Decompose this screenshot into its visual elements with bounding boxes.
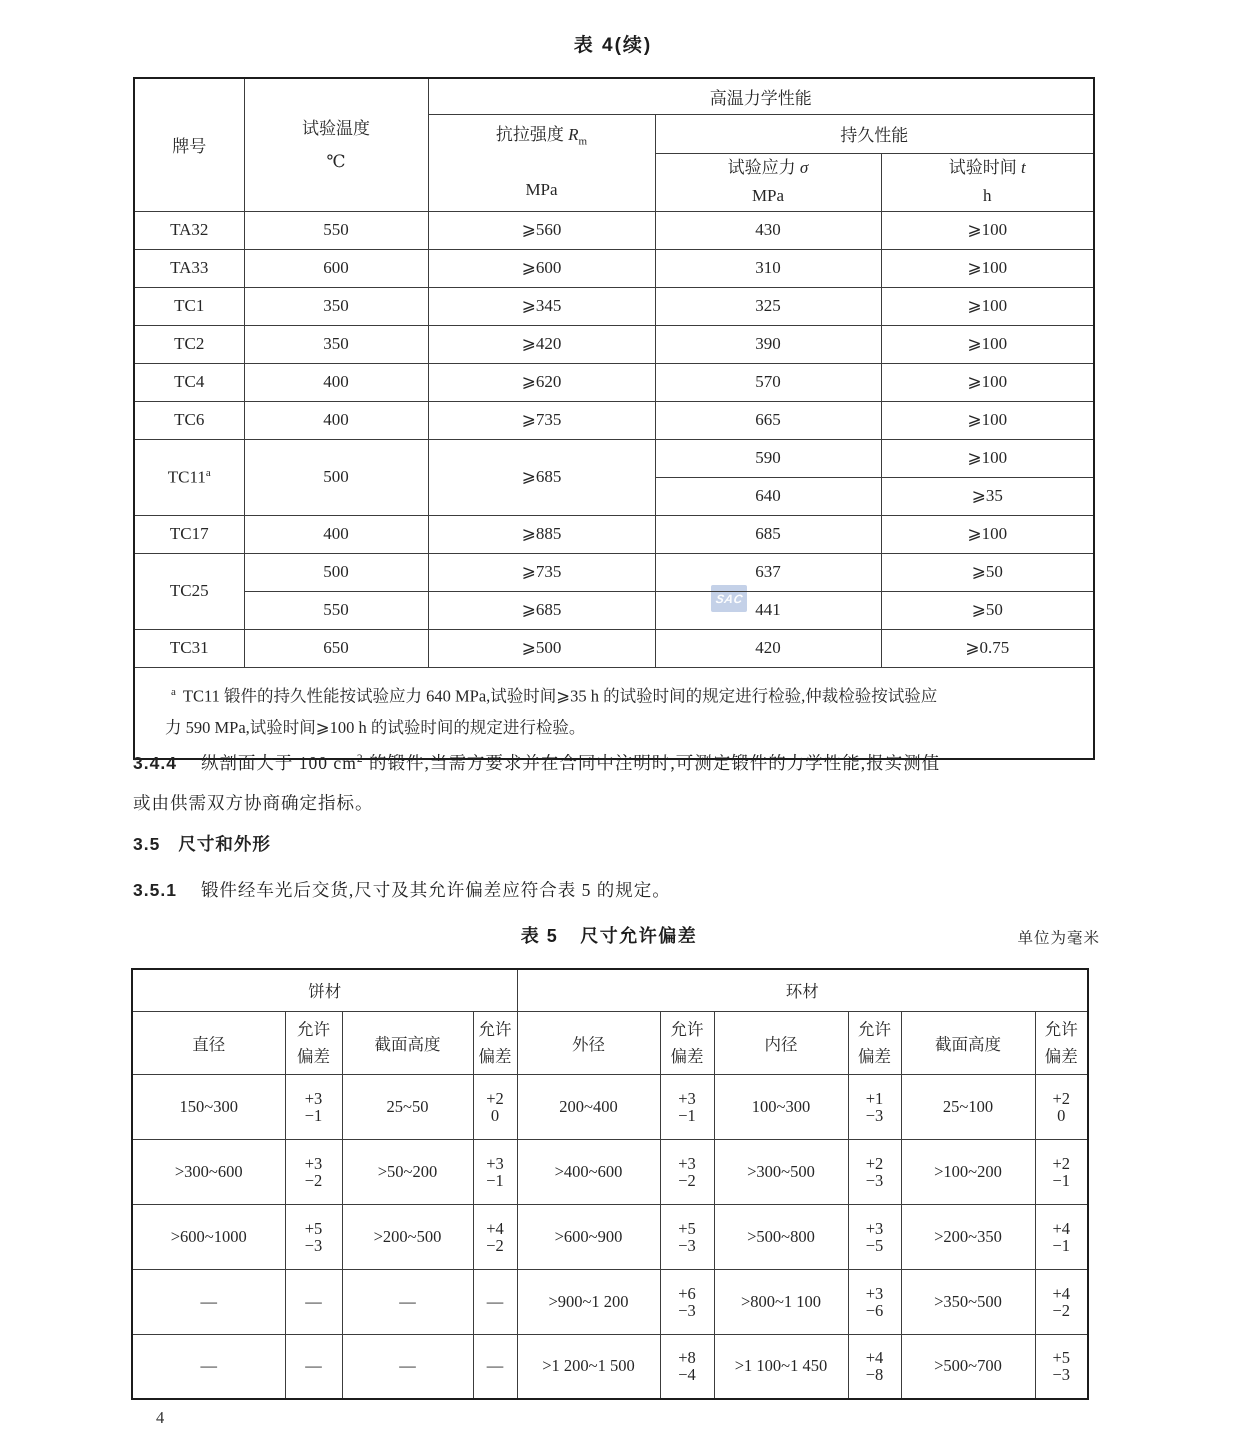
temp-cell: 500 — [244, 439, 428, 515]
time-cell: ⩾100 — [881, 325, 1094, 363]
tolerance-cell: +3 −1 — [473, 1139, 517, 1204]
t5-header-section-height: 截面高度 — [342, 1011, 473, 1074]
time-cell: ⩾50 — [881, 553, 1094, 591]
grade-cell: TC31 — [134, 629, 244, 667]
t5-header-tolerance: 允许 偏差 — [660, 1011, 714, 1074]
t5-row-4 — [132, 1269, 1088, 1334]
range-cell: >200~500 — [342, 1204, 473, 1269]
t4-row-tc4 — [134, 363, 1094, 401]
range-cell: 150~300 — [132, 1074, 285, 1139]
range-cell: — — [132, 1334, 285, 1399]
t4-header-tensile-unit: MPa — [525, 179, 558, 199]
tolerance-cell: — — [473, 1269, 517, 1334]
tolerance-cell: +4 −8 — [848, 1334, 901, 1399]
t4-header-time — [881, 153, 1094, 211]
t4-header-stress — [655, 153, 881, 211]
t5-header-tolerance: 允许 偏差 — [1035, 1011, 1088, 1074]
superscript-2: 2 — [356, 753, 364, 766]
t4-header-time-label: 试验时间 t — [948, 158, 1026, 177]
t4-header-grade: 牌号 — [134, 78, 244, 211]
time-cell: ⩾100 — [881, 515, 1094, 553]
stress-cell: 325 — [655, 287, 881, 325]
temp-cell: 350 — [244, 325, 428, 363]
tensile-cell: ⩾735 — [428, 553, 655, 591]
tensile-cell: ⩾685 — [428, 439, 655, 515]
t4-header-temperature-label: 试验温度 — [302, 118, 370, 138]
tensile-cell: ⩾620 — [428, 363, 655, 401]
stress-cell: 665 — [655, 401, 881, 439]
table5-caption-text: 尺寸允许偏差 — [580, 926, 698, 946]
stress-cell: 430 — [655, 211, 881, 249]
grade-cell: TA32 — [134, 211, 244, 249]
tensile-cell: ⩾345 — [428, 287, 655, 325]
range-cell: >1 100~1 450 — [714, 1334, 848, 1399]
t4-header-row-1 — [134, 78, 1094, 114]
heading-title: 尺寸和外形 — [178, 834, 271, 854]
time-cell: ⩾100 — [881, 439, 1094, 477]
time-cell: ⩾50 — [881, 591, 1094, 629]
t4-header-stress-label: 试验应力 σ — [727, 158, 809, 177]
range-cell: >50~200 — [342, 1139, 473, 1204]
t4-header-tensile-label: 抗拉强度 $R_m$ — [495, 125, 588, 148]
t5-header-section-height: 截面高度 — [901, 1011, 1035, 1074]
range-cell: >800~1 100 — [714, 1269, 848, 1334]
t4-row-tc1 — [134, 287, 1094, 325]
t4-header-endurance: 持久性能 — [655, 114, 1094, 153]
table5-caption-number: 表 5 — [520, 926, 559, 946]
tolerance-cell: +4 −2 — [1035, 1269, 1088, 1334]
range-cell: 200~400 — [517, 1074, 660, 1139]
t4-footnote-line2: 力 590 MPa,试验时间⩾100 h 的试验时间的规定进行检验。 — [165, 718, 586, 737]
tolerance-cell: +8 −4 — [660, 1334, 714, 1399]
time-cell: ⩾100 — [881, 363, 1094, 401]
range-cell: — — [342, 1269, 473, 1334]
footnote-marker: a — [171, 685, 176, 698]
stress-cell: 441 — [655, 591, 881, 629]
time-cell: ⩾100 — [881, 287, 1094, 325]
t4-footnote — [134, 667, 1094, 759]
unit-note: 单位为毫米 — [1017, 930, 1100, 947]
tolerance-cell: +6 −3 — [660, 1269, 714, 1334]
tolerance-cell: +5 −3 — [285, 1204, 342, 1269]
t5-header-diameter: 直径 — [132, 1011, 285, 1074]
t5-row-1 — [132, 1074, 1088, 1139]
sac-watermark-text: SAC — [714, 591, 744, 606]
clause-3-4-4-line2: 或由供需双方协商确定指标。 — [133, 793, 374, 813]
t4-header-stress-unit: MPa — [751, 186, 785, 205]
range-cell: 100~300 — [714, 1074, 848, 1139]
t4-row-tc31 — [134, 629, 1094, 667]
grade-cell: TC6 — [134, 401, 244, 439]
temp-cell: 400 — [244, 515, 428, 553]
t5-header-tolerance: 允许 偏差 — [473, 1011, 517, 1074]
clause-3-4-4-line1: 3.4.4 纵剖面大于 100 $cm^2$ 的锻件,当需方要求并在合同中注明时,可测定锻件的力学性能,报实测值 — [133, 753, 941, 773]
tolerance-cell: +4 −1 — [1035, 1204, 1088, 1269]
tolerance-cell: +2 −3 — [848, 1139, 901, 1204]
t4-row-tc17 — [134, 515, 1094, 553]
clause-3-5-1: 3.5.1 锻件经车光后交货,尺寸及其允许偏差应符合表 5 的规定。 — [133, 880, 671, 900]
footnote-marker: a — [205, 466, 211, 479]
tolerance-cell: +5 −3 — [660, 1204, 714, 1269]
tolerance-cell: — — [285, 1269, 342, 1334]
tensile-cell: ⩾600 — [428, 249, 655, 287]
temp-cell: 500 — [244, 553, 428, 591]
range-cell: — — [132, 1269, 285, 1334]
range-cell: 25~50 — [342, 1074, 473, 1139]
time-cell: ⩾0.75 — [881, 629, 1094, 667]
temp-cell: 400 — [244, 363, 428, 401]
temp-cell: 600 — [244, 249, 428, 287]
range-cell: >900~1 200 — [517, 1269, 660, 1334]
t5-header-inner-diameter: 内径 — [714, 1011, 848, 1074]
time-cell: ⩾35 — [881, 477, 1094, 515]
tensile-cell: ⩾885 — [428, 515, 655, 553]
range-cell: >600~1000 — [132, 1204, 285, 1269]
tolerance-cell: +3 −2 — [660, 1139, 714, 1204]
stress-cell: 640 — [655, 477, 881, 515]
table4-title: 表 4(续) — [573, 35, 653, 56]
tensile-cell: ⩾735 — [428, 401, 655, 439]
t4-row-ta33 — [134, 249, 1094, 287]
range-cell: >500~700 — [901, 1334, 1035, 1399]
t5-header-outer-diameter: 外径 — [517, 1011, 660, 1074]
grade-cell: TC4 — [134, 363, 244, 401]
clause-number: 3.5 — [133, 834, 161, 854]
range-cell: >350~500 — [901, 1269, 1035, 1334]
temp-cell: 550 — [244, 211, 428, 249]
heading-3-5 — [133, 831, 271, 856]
t5-group-disc: 饼材 — [132, 969, 517, 1011]
tolerance-cell: +2 0 — [473, 1074, 517, 1139]
clause-number: 3.4.4 — [133, 753, 177, 773]
range-cell: >1 200~1 500 — [517, 1334, 660, 1399]
t4-footnote-row — [134, 667, 1094, 759]
t5-row-2 — [132, 1139, 1088, 1204]
t4-row-tc25-b — [134, 591, 1094, 629]
grade-cell: TC17 — [134, 515, 244, 553]
t4-row-tc11-a — [134, 439, 1094, 477]
range-cell: >300~600 — [132, 1139, 285, 1204]
stress-cell: 590 — [655, 439, 881, 477]
stress-cell: 420 — [655, 629, 881, 667]
temp-cell: 350 — [244, 287, 428, 325]
tensile-cell: ⩾420 — [428, 325, 655, 363]
grade-cell: TC1 — [134, 287, 244, 325]
t4-header-time-unit: h — [983, 186, 992, 205]
clause-number: 3.5.1 — [133, 880, 177, 900]
tolerance-cell: +2 −1 — [1035, 1139, 1088, 1204]
t4-row-tc2 — [134, 325, 1094, 363]
grade-cell: TC2 — [134, 325, 244, 363]
t4-footnote-line1: $^a$ TC11 锻件的持久性能按试验应力 640 MPa,试验时间⩾35 h 的试验时间的规定进行检验,仲裁检验按试验应 — [171, 685, 938, 705]
t5-row-3 — [132, 1204, 1088, 1269]
t4-row-tc6 — [134, 401, 1094, 439]
table4 — [133, 77, 1095, 760]
temp-cell: 650 — [244, 629, 428, 667]
tolerance-cell: +2 0 — [1035, 1074, 1088, 1139]
range-cell: >100~200 — [901, 1139, 1035, 1204]
table5-caption — [131, 922, 1087, 948]
page-number: 4 — [156, 1408, 165, 1427]
time-cell: ⩾100 — [881, 211, 1094, 249]
tolerance-cell: +3 −5 — [848, 1204, 901, 1269]
time-cell: ⩾100 — [881, 401, 1094, 439]
grade-cell: TC25 — [134, 553, 244, 629]
tolerance-cell: — — [473, 1334, 517, 1399]
tolerance-cell: +3 −2 — [285, 1139, 342, 1204]
tolerance-cell: +3 −6 — [848, 1269, 901, 1334]
t5-header-tolerance: 允许 偏差 — [285, 1011, 342, 1074]
range-cell: 25~100 — [901, 1074, 1035, 1139]
tensile-cell: ⩾685 — [428, 591, 655, 629]
t5-group-header-row — [132, 969, 1088, 1011]
temp-cell: 400 — [244, 401, 428, 439]
range-cell: >600~900 — [517, 1204, 660, 1269]
time-cell: ⩾100 — [881, 249, 1094, 287]
t5-group-ring: 环材 — [517, 969, 1088, 1011]
tolerance-cell: +3 −1 — [660, 1074, 714, 1139]
tensile-cell: ⩾500 — [428, 629, 655, 667]
range-cell: — — [342, 1334, 473, 1399]
t4-header-temperature — [244, 78, 428, 211]
tensile-cell: ⩾560 — [428, 211, 655, 249]
range-cell: >500~800 — [714, 1204, 848, 1269]
stress-cell: 685 — [655, 515, 881, 553]
stress-cell: 390 — [655, 325, 881, 363]
t4-header-temperature-unit: ℃ — [326, 151, 346, 171]
temp-cell: 550 — [244, 591, 428, 629]
range-cell: >200~350 — [901, 1204, 1035, 1269]
stress-cell: 637 — [655, 553, 881, 591]
t4-row-tc25-a — [134, 553, 1094, 591]
table5 — [131, 968, 1089, 1400]
tolerance-cell: — — [285, 1334, 342, 1399]
range-cell: >400~600 — [517, 1139, 660, 1204]
t4-header-tensile — [428, 114, 655, 211]
t5-row-5 — [132, 1334, 1088, 1399]
t4-header-high-temp: 高温力学性能 — [428, 78, 1094, 114]
tolerance-cell: +4 −2 — [473, 1204, 517, 1269]
tolerance-cell: +1 −3 — [848, 1074, 901, 1139]
range-cell: >300~500 — [714, 1139, 848, 1204]
t4-row-ta32 — [134, 211, 1094, 249]
t5-column-header-row — [132, 1011, 1088, 1074]
t5-header-tolerance: 允许 偏差 — [848, 1011, 901, 1074]
stress-cell: 570 — [655, 363, 881, 401]
grade-cell: TA33 — [134, 249, 244, 287]
tolerance-cell: +5 −3 — [1035, 1334, 1088, 1399]
stress-cell: 310 — [655, 249, 881, 287]
grade-cell: TC11$^a$ — [134, 439, 244, 515]
tolerance-cell: +3 −1 — [285, 1074, 342, 1139]
